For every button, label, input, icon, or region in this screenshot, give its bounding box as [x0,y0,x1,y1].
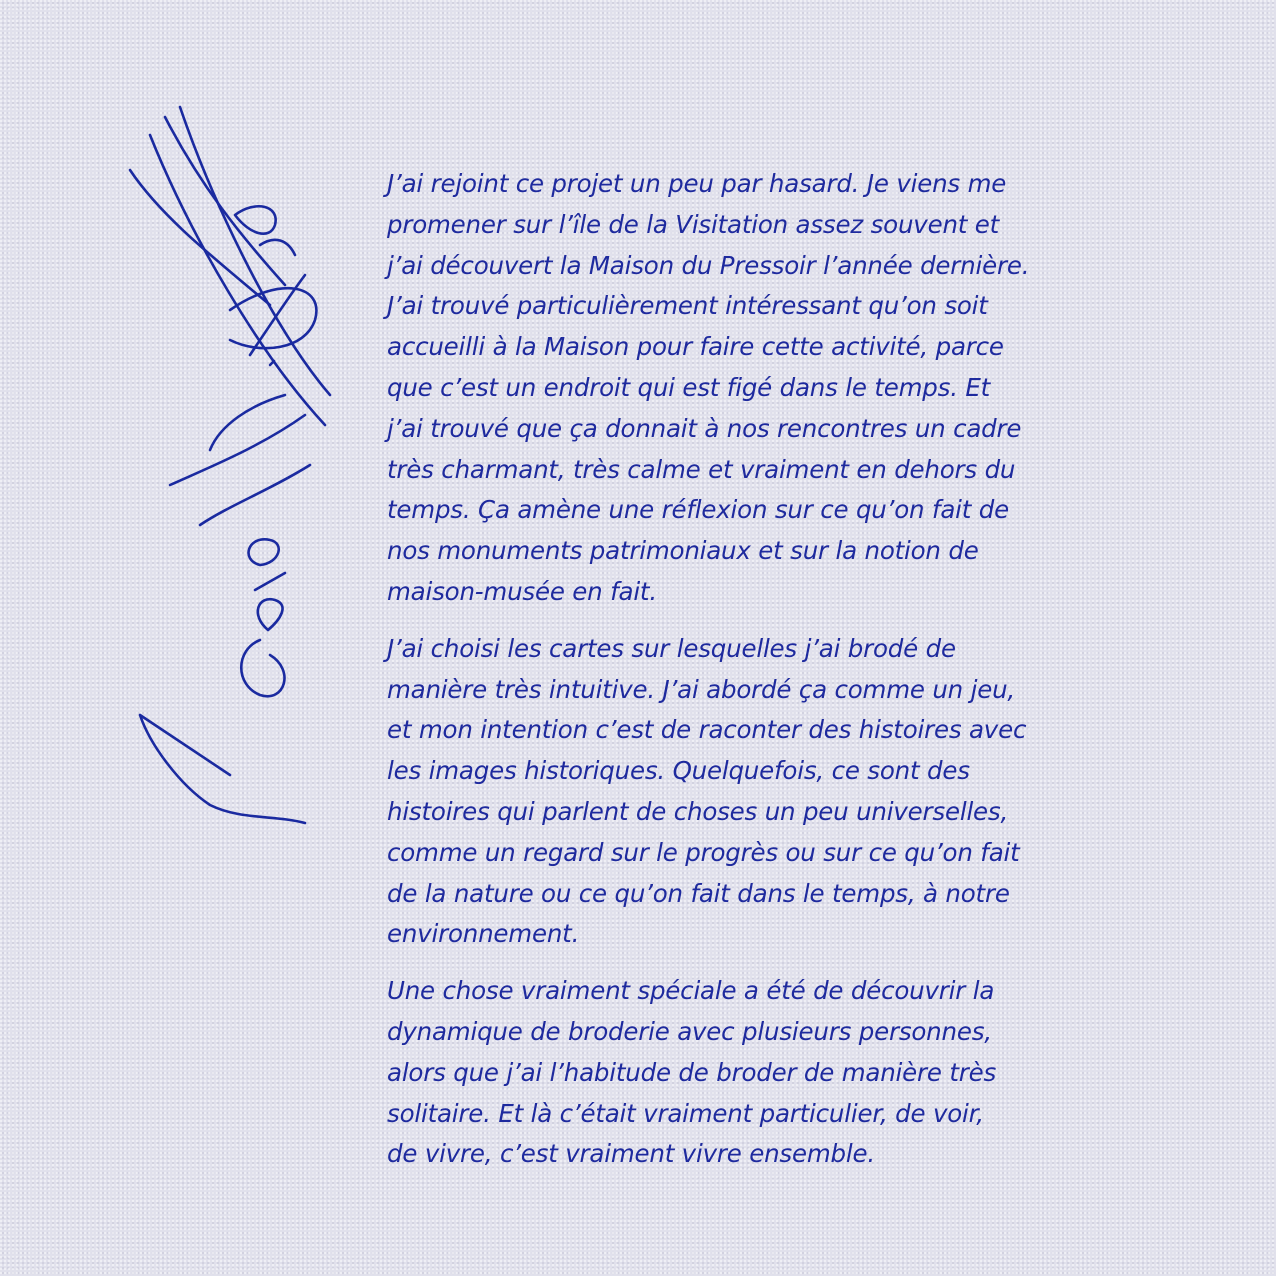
text-line: promener sur l’île de la Visitation assez souvent et [387,209,1000,239]
text-line: J’ai choisi les cartes sur lesquelles j’ai brodé de [387,633,956,663]
text-line: les images historiques. Quelquefois, ce sont des [387,756,970,786]
text-line: maison-musée en fait. [387,576,657,606]
paragraph-3 [387,971,1122,1175]
text-line: histoires qui parlent de choses un peu universelles, [387,796,1009,826]
text-line: que c’est un endroit qui est figé dans le temps. Et [387,372,991,402]
text-line: Une chose vraiment spéciale a été de découvrir la [387,976,995,1006]
text-line: J’ai rejoint ce projet un peu par hasard. Je viens me [387,169,1007,198]
text-line: solitaire. Et là c’était vraiment particulier, de voir, [387,1098,984,1128]
text-line: nos monuments patrimoniaux et sur la notion de [387,536,979,566]
text-line: j’ai trouvé que ça donnait à nos rencontres un cadre [387,413,1022,443]
text-line: manière très intuitive. J’ai abordé ça comme un jeu, [387,674,1015,704]
text-line: et mon intention c’est de raconter des histoires avec [387,715,1027,745]
signature-text: Louie H. Pratt [230,480,339,499]
text-line: environnement. [387,919,580,949]
text-line: très charmant, très calme et vraiment en dehors du [387,454,1016,484]
text-line: temps. Ça amène une réflexion sur ce qu’on fait de [387,495,1009,525]
text-line: de vivre, c’est vraiment vivre ensemble. [387,1139,875,1169]
text-line: comme un regard sur le progrès ou sur ce qu’on fait [387,837,1020,867]
body-text [387,164,1122,1191]
text-line: de la nature ou ce qu’on fait dans le temps, à notre [387,878,1010,908]
text-line: alors que j’ai l’habitude de broder de manière très [387,1057,997,1087]
text-line: dynamique de broderie avec plusieurs personnes, [387,1016,992,1046]
handwritten-signature [110,95,340,840]
text-line: j’ai découvert la Maison du Pressoir l’année dernière. [387,250,1030,280]
signature-icon [110,95,340,840]
text-line: accueilli à la Maison pour faire cette activité, parce [387,332,1004,362]
paragraph-2 [387,629,1122,955]
paragraph-1 [387,164,1122,613]
text-line: J’ai trouvé particulièrement intéressant qu’on soit [387,291,988,321]
